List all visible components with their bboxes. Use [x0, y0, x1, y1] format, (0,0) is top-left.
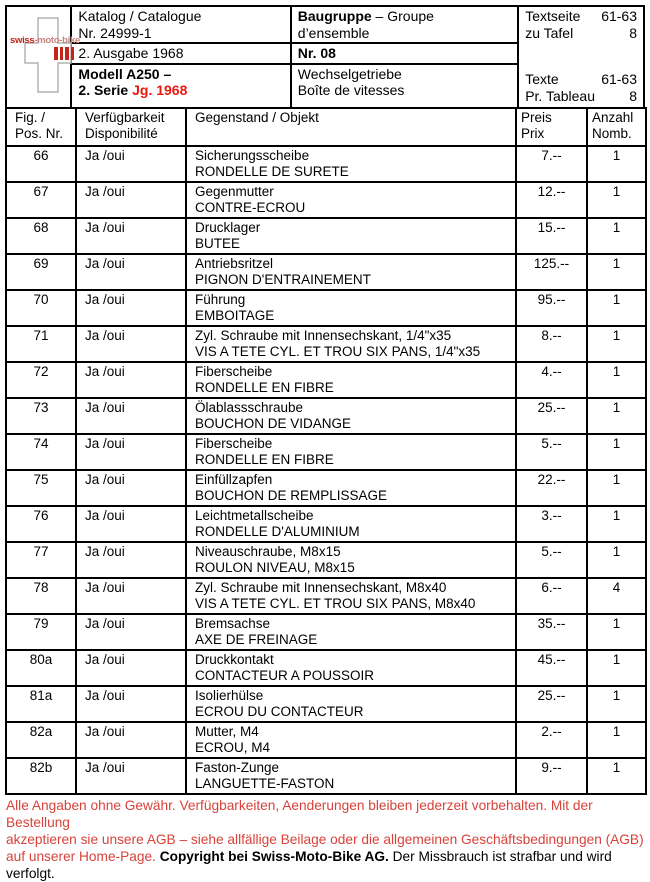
price: 5.--	[516, 542, 587, 578]
object-fr: CONTRE-ECROU	[195, 199, 306, 215]
object-de: Mutter, M4	[195, 723, 259, 739]
logo-bars-icon	[54, 47, 74, 60]
quantity: 1	[587, 254, 646, 290]
price: 8.--	[516, 326, 587, 362]
table-row	[6, 542, 646, 578]
col-header-price: Preis Prix	[516, 108, 587, 146]
availability: Ja /oui	[76, 146, 186, 182]
pos-nr: 78	[6, 578, 76, 614]
object-fr: RONDELLE EN FIBRE	[195, 451, 334, 467]
table-row	[6, 254, 646, 290]
parts-table	[5, 107, 647, 795]
quantity: 1	[587, 182, 646, 218]
object-de: Leichtmetallscheibe	[195, 507, 314, 523]
price: 3.--	[516, 506, 587, 542]
price: 4.--	[516, 362, 587, 398]
pos-nr: 73	[6, 398, 76, 434]
table-row	[6, 722, 646, 758]
availability: Ja /oui	[76, 398, 186, 434]
object-cell	[186, 578, 516, 614]
object-cell	[186, 182, 516, 218]
object-cell	[186, 254, 516, 290]
object-de: Fiberscheibe	[195, 435, 273, 451]
col-header-pos: Fig. / Pos. Nr.	[6, 108, 76, 146]
object-cell	[186, 470, 516, 506]
object-de: Faston-Zunge	[195, 759, 280, 775]
availability: Ja /oui	[76, 650, 186, 686]
quantity: 1	[587, 758, 646, 794]
object-fr: ECROU, M4	[195, 739, 271, 755]
availability: Ja /oui	[76, 686, 186, 722]
catalog-label: Katalog / Catalogue	[78, 8, 202, 24]
pos-nr: 68	[6, 218, 76, 254]
availability: Ja /oui	[76, 542, 186, 578]
availability: Ja /oui	[76, 758, 186, 794]
catalog-number: Nr. 24999-1	[78, 24, 152, 41]
parts-table-body	[6, 146, 646, 794]
legal-footer	[6, 797, 645, 882]
availability: Ja /oui	[76, 182, 186, 218]
table-row	[6, 218, 646, 254]
pos-nr: 80a	[6, 650, 76, 686]
object-fr: PIGNON D'ENTRAINEMENT	[195, 271, 371, 287]
object-de: Drucklager	[195, 219, 261, 235]
model-year-highlight: Jg. 1968	[132, 82, 188, 98]
pos-nr: 77	[6, 542, 76, 578]
catalog-number-cell	[71, 6, 290, 43]
object-fr: BUTEE	[195, 235, 241, 251]
col-header-quantity: Anzahl Nomb.	[587, 108, 646, 146]
object-de: Zyl. Schraube mit Innensechskant, M8x40	[195, 579, 447, 595]
tafel-row: zu Tafel 8	[525, 24, 637, 41]
object-de: Fiberscheibe	[195, 363, 273, 379]
textseite-row: Textseite 61-63	[525, 8, 637, 24]
table-row	[6, 326, 646, 362]
catalog-header	[5, 5, 645, 109]
object-de: Bremsachse	[195, 615, 271, 631]
price: 6.--	[516, 578, 587, 614]
swiss-moto-bike-logo	[7, 9, 82, 101]
object-fr: BOUCHON DE REMPLISSAGE	[195, 487, 388, 503]
quantity: 1	[587, 434, 646, 470]
assembly-label: Baugruppe – Groupe	[297, 8, 434, 24]
object-cell	[186, 398, 516, 434]
table-row	[6, 650, 646, 686]
logo-brand-bold: swiss	[10, 35, 35, 46]
model-line2: 2. Serie Jg. 1968	[78, 82, 188, 98]
availability: Ja /oui	[76, 326, 186, 362]
price: 35.--	[516, 614, 587, 650]
object-fr: CONTACTEUR A POUSSOIR	[195, 667, 375, 683]
price: 15.--	[516, 218, 587, 254]
assembly-cell	[291, 6, 518, 43]
quantity: 1	[587, 614, 646, 650]
object-cell	[186, 686, 516, 722]
quantity: 1	[587, 650, 646, 686]
copyright-text: Copyright bei Swiss-Moto-Bike AG.	[159, 848, 389, 864]
pos-nr: 76	[6, 506, 76, 542]
assembly-name-fr: Boîte de vitesses	[297, 82, 405, 98]
object-fr: BOUCHON DE VIDANGE	[195, 415, 352, 431]
object-de: Sicherungsscheibe	[195, 147, 310, 163]
pos-nr: 69	[6, 254, 76, 290]
object-cell	[186, 506, 516, 542]
price: 5.--	[516, 434, 587, 470]
page-ref-spacer	[525, 41, 637, 71]
quantity: 1	[587, 218, 646, 254]
object-cell	[186, 218, 516, 254]
col-header-object: Gegenstand / Objekt	[186, 108, 516, 146]
table-row	[6, 398, 646, 434]
table-row	[6, 614, 646, 650]
footer-line-2: akzeptieren sie unsere AGB – siehe allfällige Beilage oder die allgemeinen Geschäftsbedingungen (AGB)	[6, 831, 644, 847]
table-row	[6, 362, 646, 398]
object-cell	[186, 146, 516, 182]
table-row	[6, 506, 646, 542]
object-de: Druckkontakt	[195, 651, 274, 667]
quantity: 1	[587, 146, 646, 182]
quantity: 1	[587, 326, 646, 362]
model-cell	[71, 64, 290, 108]
object-de: Zyl. Schraube mit Innensechskant, 1/4"x35	[195, 327, 452, 343]
price: 25.--	[516, 398, 587, 434]
price: 125.--	[516, 254, 587, 290]
logo-cell	[6, 6, 80, 108]
table-row	[6, 182, 646, 218]
object-de: Antriebsritzel	[195, 255, 274, 271]
price: 95.--	[516, 290, 587, 326]
quantity: 1	[587, 362, 646, 398]
pos-nr: 74	[6, 434, 76, 470]
object-cell	[186, 326, 516, 362]
object-cell	[186, 650, 516, 686]
object-cell	[186, 722, 516, 758]
object-de: Isolierhülse	[195, 687, 264, 703]
edition-cell: 2. Ausgabe 1968	[71, 43, 290, 64]
availability: Ja /oui	[76, 434, 186, 470]
quantity: 1	[587, 686, 646, 722]
availability: Ja /oui	[76, 722, 186, 758]
parts-table-header-row	[6, 108, 646, 146]
logo-brand-rest: -moto-bike	[34, 35, 80, 46]
object-de: Niveauschraube, M8x15	[195, 543, 341, 559]
col-header-availability: Verfügbarkeit Disponibilité	[76, 108, 186, 146]
tableau-row: Pr. Tableau 8	[525, 87, 637, 104]
quantity: 1	[587, 470, 646, 506]
object-de: Führung	[195, 291, 246, 307]
model-line1: Modell A250 –	[78, 65, 172, 82]
table-row	[6, 578, 646, 614]
object-fr: ROULON NIVEAU, M8x15	[195, 559, 355, 575]
pos-nr: 81a	[6, 686, 76, 722]
quantity: 1	[587, 722, 646, 758]
assembly-label-line2: d’ensemble	[297, 24, 370, 41]
quantity: 1	[587, 506, 646, 542]
footer-line-1: Alle Angaben ohne Gewähr. Verfügbarkeiten, Aenderungen bleiben jederzeit vorbehalten. Mit der Bestellung	[6, 797, 593, 830]
table-row	[6, 146, 646, 182]
availability: Ja /oui	[76, 290, 186, 326]
availability: Ja /oui	[76, 578, 186, 614]
quantity: 1	[587, 398, 646, 434]
object-cell	[186, 758, 516, 794]
object-fr: ECROU DU CONTACTEUR	[195, 703, 364, 719]
texte-row: Texte 61-63	[525, 71, 637, 87]
availability: Ja /oui	[76, 254, 186, 290]
object-de: Gegenmutter	[195, 183, 274, 199]
footer-line-3: auf unserer Home-Page. Copyright bei Swiss-Moto-Bike AG. Der Missbrauch ist strafbar und wird verfolgt.	[6, 848, 612, 881]
pos-nr: 82a	[6, 722, 76, 758]
object-fr: RONDELLE EN FIBRE	[195, 379, 334, 395]
object-fr: RONDELLE D'ALUMINIUM	[195, 523, 360, 539]
pos-nr: 75	[6, 470, 76, 506]
table-row	[6, 758, 646, 794]
pos-nr: 70	[6, 290, 76, 326]
price: 2.--	[516, 722, 587, 758]
object-fr: AXE DE FREINAGE	[195, 631, 318, 647]
price: 12.--	[516, 182, 587, 218]
price: 9.--	[516, 758, 587, 794]
pos-nr: 82b	[6, 758, 76, 794]
pos-nr: 66	[6, 146, 76, 182]
object-fr: VIS A TETE CYL. ET TROU SIX PANS, M8x40	[195, 595, 476, 611]
quantity: 4	[587, 578, 646, 614]
pos-nr: 71	[6, 326, 76, 362]
object-de: Einfüllzapfen	[195, 471, 273, 487]
availability: Ja /oui	[76, 218, 186, 254]
page-reference-cell	[518, 6, 644, 108]
table-row	[6, 686, 646, 722]
price: 45.--	[516, 650, 587, 686]
price: 25.--	[516, 686, 587, 722]
object-fr: EMBOITAGE	[195, 307, 275, 323]
object-cell	[186, 542, 516, 578]
assembly-name-de: Wechselgetriebe	[297, 65, 402, 82]
table-row	[6, 434, 646, 470]
object-cell	[186, 434, 516, 470]
object-fr: VIS A TETE CYL. ET TROU SIX PANS, 1/4"x35	[195, 343, 481, 359]
availability: Ja /oui	[76, 614, 186, 650]
quantity: 1	[587, 542, 646, 578]
object-cell	[186, 614, 516, 650]
object-cell	[186, 362, 516, 398]
availability: Ja /oui	[76, 362, 186, 398]
pos-nr: 72	[6, 362, 76, 398]
availability: Ja /oui	[76, 506, 186, 542]
pos-nr: 67	[6, 182, 76, 218]
assembly-number-cell: Nr. 08	[291, 43, 518, 64]
object-de: Ölablassschraube	[195, 399, 304, 415]
object-cell	[186, 290, 516, 326]
table-row	[6, 290, 646, 326]
price: 7.--	[516, 146, 587, 182]
pos-nr: 79	[6, 614, 76, 650]
table-row	[6, 470, 646, 506]
price: 22.--	[516, 470, 587, 506]
object-fr: RONDELLE DE SURETE	[195, 163, 349, 179]
availability: Ja /oui	[76, 470, 186, 506]
quantity: 1	[587, 290, 646, 326]
object-fr: LANGUETTE-FASTON	[195, 775, 335, 791]
assembly-name-cell	[291, 64, 518, 108]
